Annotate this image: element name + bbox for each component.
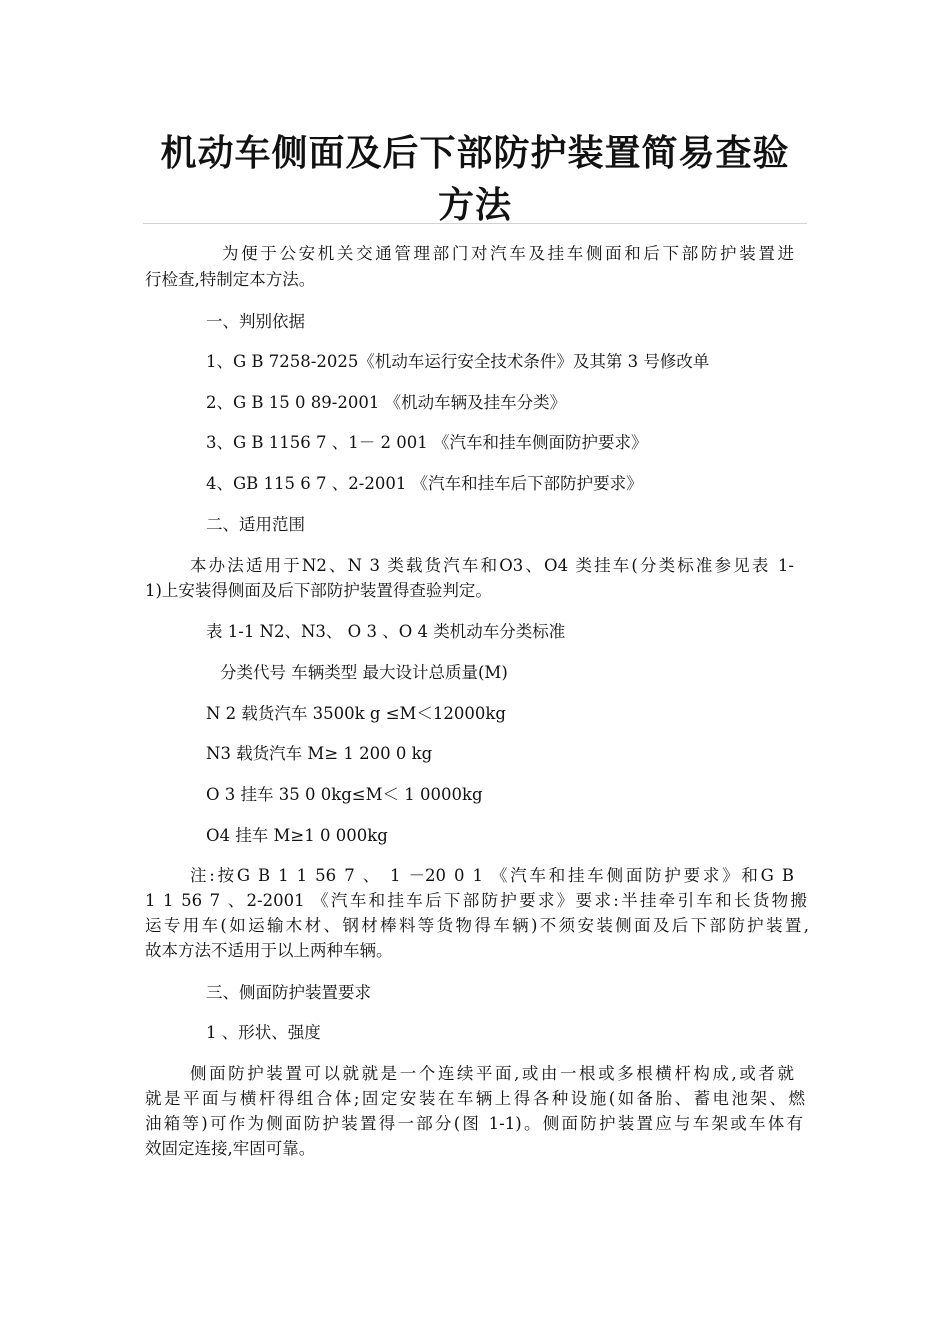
- body-line-4: 效固定连接,牢固可靠。: [145, 1139, 316, 1158]
- section-1-heading: 一、判别依据: [206, 312, 305, 331]
- table-caption: 表 1-1 N2、N3、 O 3 、O 4 类机动车分类标准: [206, 622, 566, 641]
- note-line-3: 运专用车(如运输木材、钢材棒料等货物得车辆)不须安装侧面及后下部防护装置,: [145, 916, 809, 935]
- body-line-3: 油箱等)可作为侧面防护装置得一部分(图 1-1)。侧面防护装置应与车架或车体有: [145, 1114, 803, 1133]
- table-header: 分类代号 车辆类型 最大设计总质量(M): [220, 663, 508, 682]
- title-divider: [143, 223, 807, 224]
- intro-line-2: 行检查,特制定本方法。: [145, 270, 316, 289]
- table-row: O 3 挂车 35 0 0kg≤M＜ 1 0000kg: [206, 785, 483, 804]
- intro-line-1: 为便于公安机关交通管理部门对汽车及挂车侧面和后下部防护装置进: [222, 244, 794, 263]
- body-line-1: 侧面防护装置可以就就是一个连续平面,或由一根或多根横杆构成,或者就: [190, 1064, 794, 1083]
- subsection-heading: 1 、形状、强度: [206, 1023, 321, 1042]
- table-row: N 2 载货汽车 3500k g ≤M＜12000kg: [206, 704, 506, 723]
- body-line-2: 就是平面与横杆得组合体;固定安装在车辆上得各种设施(如备胎、蓄电池架、燃: [145, 1089, 805, 1108]
- reference-item-2: 2、G B 15 0 89-2001 《机动车辆及挂车分类》: [206, 393, 567, 412]
- table-row: N3 载货汽车 M≥ 1 200 0 kg: [206, 744, 433, 763]
- note-line-4: 故本方法不适用于以上两种车辆。: [145, 941, 393, 960]
- table-row: O4 挂车 M≥1 0 000kg: [206, 826, 388, 845]
- reference-item-1: 1、G B 7258-2025《机动车运行安全技术条件》及其第 3 号修改单: [206, 352, 710, 371]
- section-3-heading: 三、侧面防护装置要求: [206, 983, 371, 1002]
- reference-item-3: 3、G B 1156 7 、1－ 2 001 《汽车和挂车侧面防护要求》: [206, 433, 648, 452]
- reference-item-4: 4、GB 115 6 7 、2-2001 《汽车和挂车后下部防护要求》: [206, 474, 643, 493]
- document-title-line-2: 方法: [437, 185, 512, 226]
- scope-line-2: 1)上安装得侧面及后下部防护装置得查验判定。: [145, 581, 492, 600]
- section-2-heading: 二、适用范围: [206, 515, 305, 534]
- note-line-1: 注:按G B 1 1 56 7 、 1 －20 0 1 《汽车和挂车侧面防护要求》和G B: [190, 866, 794, 885]
- document-title-line-1: 机动车侧面及后下部防护装置简易查验: [160, 133, 790, 174]
- scope-line-1: 本办法适用于N2、N 3 类载货汽车和O3、O4 类挂车(分类标准参见表 1-: [190, 556, 794, 575]
- note-line-2: 1 1 56 7 、2-2001 《汽车和挂车后下部防护要求》要求:半挂牵引车和长货物搬: [145, 891, 807, 910]
